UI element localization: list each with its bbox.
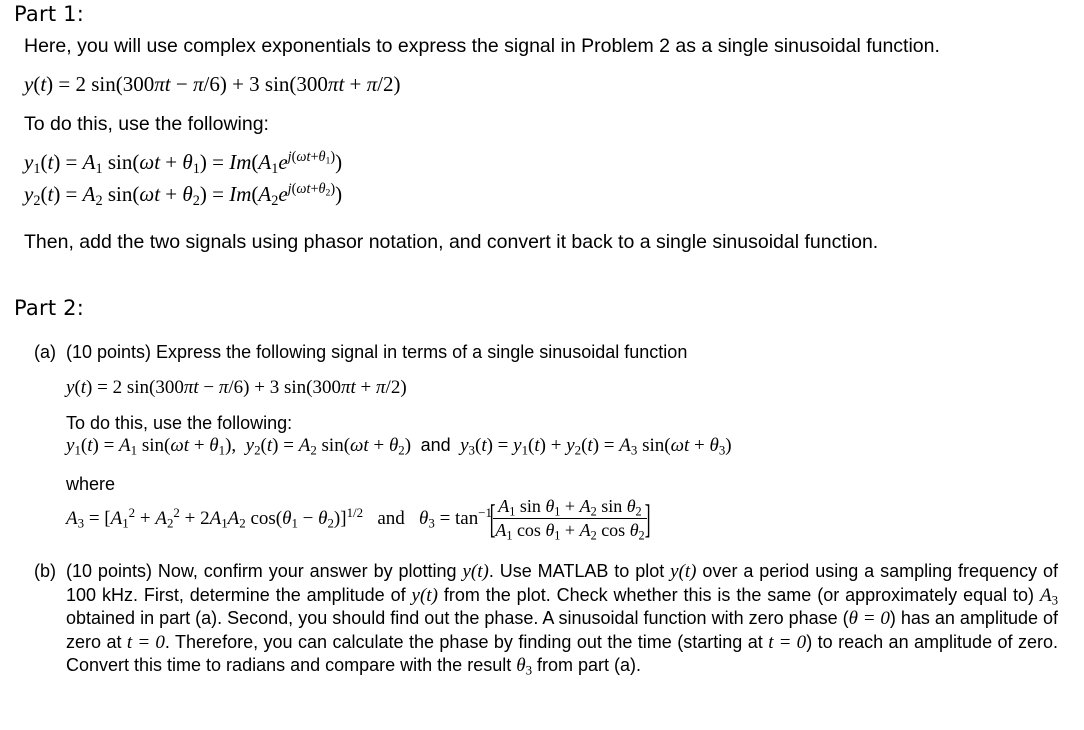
- part2-use-following: To do this, use the following:: [66, 413, 293, 433]
- part1-y2-equation: $y_2(t) = A_2$ $\sin(\omega t + \theta_2) = Im(A_2e^{j(\omega t+\theta_2)})$: [24, 181, 343, 209]
- part1-intro: Here, you will use complex exponentials to express the signal in Problem 2 as a single sinusoidal function.: [24, 35, 940, 57]
- part2-b-paragraph: (10 points) Now, confirm your answer by plotting y(t). Use MATLAB to plot y(t) over a period using a sampling frequency of 100 kHz. First, determine the amplitude of y(t) from the plot. Check whether this is the same (or approximately equal to) $A_3$ obtained in part (a). Second, you should find out the phase. A sinusoidal function with zero phase (θ = 0) has an amplitude of zero at t = 0. Therefore, you can calculate the phase by finding out the time (starting at t = 0) to reach an amplitude of zero. Convert this time to radians and compare with the result $\theta_3$ from part (a).: [66, 561, 1059, 678]
- part2-amplitude-phase-formulas: $A_3 = [A_1^2 + A_2^2 + 2A_1A_2$ $\cos(\theta_1 - \theta_2)]^{1/2}$ and $\theta_3 = \tan^{-1}$[ $\frac{A_1 \sin \theta_1 + A_2 \sin \theta_2}{A_1 \cos \theta_1 + A_2 \cos \theta_2}$ ]: [66, 495, 651, 543]
- part2-y-definitions: $y_1(t) = A_1$ $\sin(\omega t + \theta_1)$, $y_2(t) = A_2$ $\sin(\omega t + \theta_2)$ and $y_3(t) = y_1(t) + y_2(t) = A_3$ $\sin(\omega t + \theta_3)$: [66, 435, 732, 458]
- part1-conclusion: Then, add the two signals using phasor notation, and convert it back to a single sinusoidal function.: [24, 231, 879, 253]
- part2-a-text: (10 points) Express the following signal in terms of a single sinusoidal function: [66, 342, 688, 362]
- part2-signal-equation: y(t) = 2 sin(300πt − π/6) + 3 sin(300πt + π/2): [66, 377, 407, 398]
- part2-heading: Part 2:: [14, 296, 84, 320]
- part1-heading: Part 1:: [14, 2, 84, 26]
- part1-y1-equation: $y_1(t) = A_1$ $\sin(\omega t + \theta_1) = Im(A_1e^{j(\omega t+\theta_1)})$: [24, 149, 343, 177]
- part2-where: where: [66, 474, 116, 494]
- and-word: and: [420, 435, 451, 455]
- part2-a-label: (a): [34, 342, 56, 362]
- part1-signal-equation: y(t) = 2 sin(300πt − π/6) + 3 sin(300πt + π/2): [24, 72, 401, 96]
- part2-b-label: (b): [34, 561, 56, 581]
- part1-use-following: To do this, use the following:: [24, 113, 269, 135]
